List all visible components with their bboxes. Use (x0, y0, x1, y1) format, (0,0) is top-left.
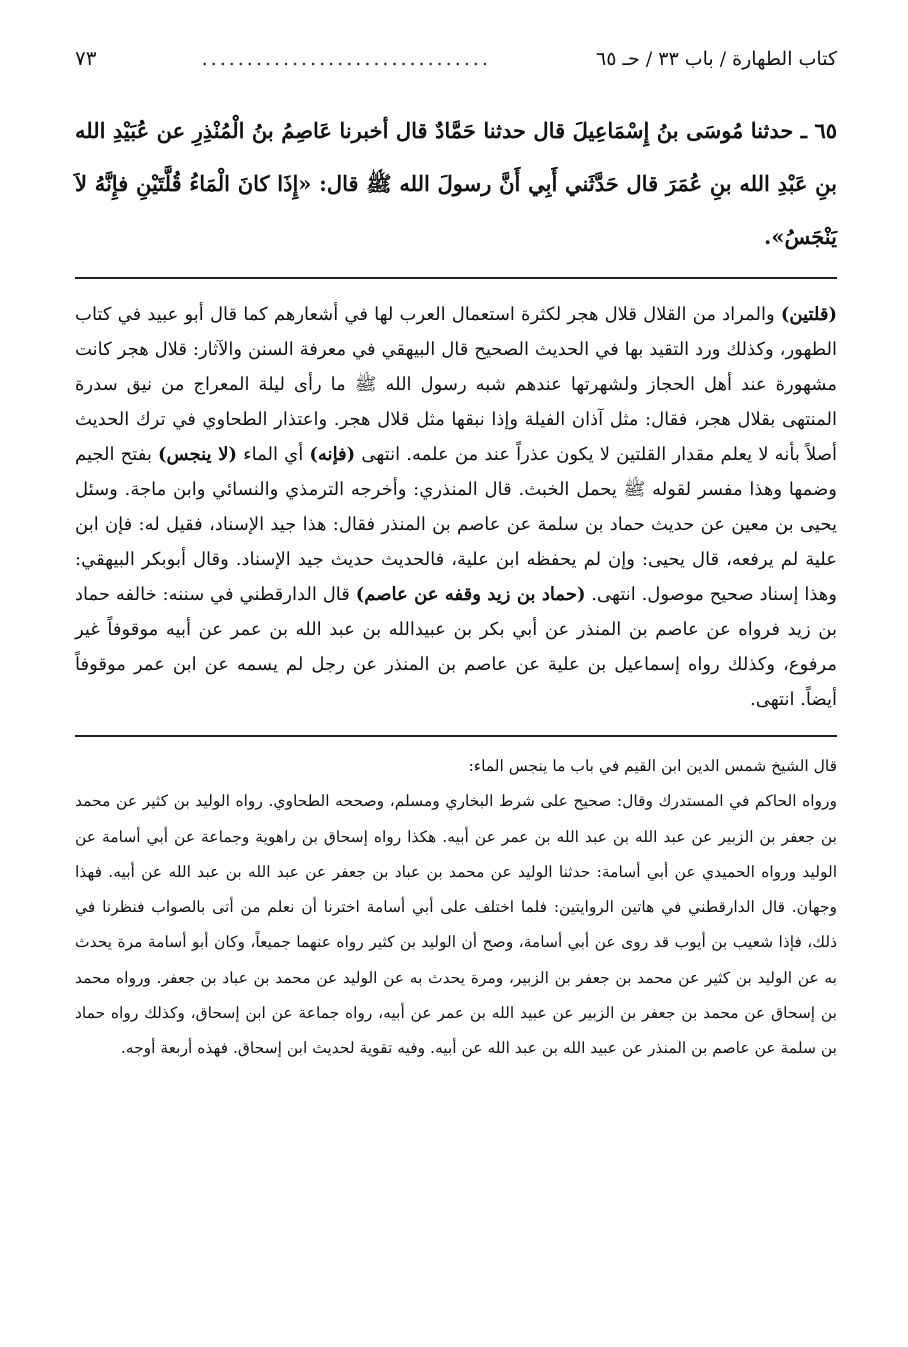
leader-dots: ................................ (201, 48, 491, 70)
running-title: كتاب الطهارة / باب ٣٣ / حـ ٦٥ (596, 48, 837, 70)
commentary-text: والمراد من القلال قلال هجر لكثرة استعمال العرب لها في أشعارهم كما قال أبو عبيد في كتاب الطهور، وكذلك ورد التقيد بها في الحديث الصحيح قال البيهقي في معرفة السنن والآثار: قلال هجر كانت مشهورة عند أهل الحجاز ولشهرتها عندهم شبه رسول الله ﷺ ما رأى ليلة المعراج من نيق سدرة المنتهى بقلال هجر، فقال: مثل آذان الفيلة وإذا نبقها مثل قلال هجر. واعتذار الطحاوي في ترك الحديث أصلاً بأنه لا يعلم مقدار القلتين لا يكون عذراً عند من علمه. انتهى (75, 304, 838, 465)
commentary-text: أي الماء (237, 444, 310, 465)
ibn-qayyim-heading: قال الشيخ شمس الدين ابن القيم في باب ما ينجس الماء: (468, 757, 837, 775)
running-header (75, 38, 837, 78)
commentary-term: (لا ينجس) (157, 444, 237, 465)
hadith-number: ٦٥ (814, 118, 837, 143)
commentary-term: (فإنه) (309, 444, 356, 465)
commentary-term: (قلتين) (780, 304, 837, 325)
commentary-text: قال الدارقطني في سننه: خالفه حماد بن زيد فرواه عن عاصم بن المنذر عن أبي بكر بن عبيدالله بن عبد الله بن عمر عن أبيه موقوفاً غير مرفوع، وكذلك رواه إسماعيل بن علية عن عاصم بن المنذر عن رجل لم يسمه عن ابن عمر موقوفاً أيضاً. انتهى. (75, 584, 837, 710)
section-divider (75, 735, 837, 737)
hadith-text: ـ حدثنا مُوسَى بنُ إِسْمَاعِيلَ قال حدثنا حَمَّادٌ قال أخبرنا عَاصِمُ بنُ الْمُنْذِرِ عن عُبَيْدِ الله بنِ عَبْدِ الله بنِ عُمَرَ قال حَدَّثَني أَبِي أَنَّ رسولَ الله ﷺ قال: «إِذَا كانَ الْمَاءُ قُلَّتَيْنِ فإِنَّهُ لاَ يَنْجَسُ». (75, 118, 837, 249)
ibn-qayyim-block (75, 749, 837, 1067)
commentary-block (75, 297, 837, 717)
commentary-text: بفتح الجيم وضمها وهذا مفسر لقوله ﷺ يحمل الخبث. قال المنذري: وأخرجه الترمذي والنسائي وابن ماجة. وسئل يحيى بن معين عن حديث حماد بن سلمة عن عاصم بن المنذر فقال: هذا جيد الإسناد، فقيل له: فإن ابن علية لم يرفعه، قال يحيى: وإن لم يحفظه ابن علية، فالحديث حديث جيد الإسناد. وقال أبوبكر البيهقي: وهذا إسناد صحيح موصول. انتهى. (75, 444, 837, 605)
ibn-qayyim-text: ورواه الحاكم في المستدرك وقال: صحيح على شرط البخاري ومسلم، وصححه الطحاوي. رواه الوليد بن كثير عن محمد بن جعفر بن الزبير عن عبد الله بن عبد الله بن عمر عن أبيه. هكذا رواه إسحاق بن راهوية وجماعة عن أبي أسامة عن الوليد ورواه الحميدي عن أبي أسامة: حدثنا الوليد عن محمد بن عباد بن جعفر عن عبد الله بن عبد الله عن أبيه. فهذا وجهان. قال الدارقطني في هاتين الروايتين: فلما اختلف على أبي أسامة اخترنا أن نعلم من أتى بالصواب فنظرنا في ذلك، فإذا شعيب بن أيوب قد روى عن أبي أسامة، وصح أن الوليد بن كثير رواه عنهما جميعاً، وكان أبو أسامة مرة يحدث به عن الوليد بن كثير عن محمد بن جعفر بن الزبير، ومرة يحدث به عن الوليد عن محمد بن عباد بن جعفر. ورواه محمد بن إسحاق عن محمد بن جعفر بن الزبير عن عبيد الله بن عمر عن أبيه، رواه جماعة عن ابن إسحاق، وكذلك رواه حماد بن سلمة عن عاصم بن المنذر عن عبيد الله بن عبد الله عن أبيه. وفيه تقوية لحديث ابن إسحاق. فهذه أربعة أوجه. (75, 792, 837, 1058)
commentary-term: (حماد بن زيد وقفه عن عاصم) (355, 584, 586, 605)
book-page (75, 38, 837, 1067)
section-divider (75, 277, 837, 279)
page-number: ٧٣ (75, 46, 97, 70)
hadith-text-block (75, 104, 837, 263)
